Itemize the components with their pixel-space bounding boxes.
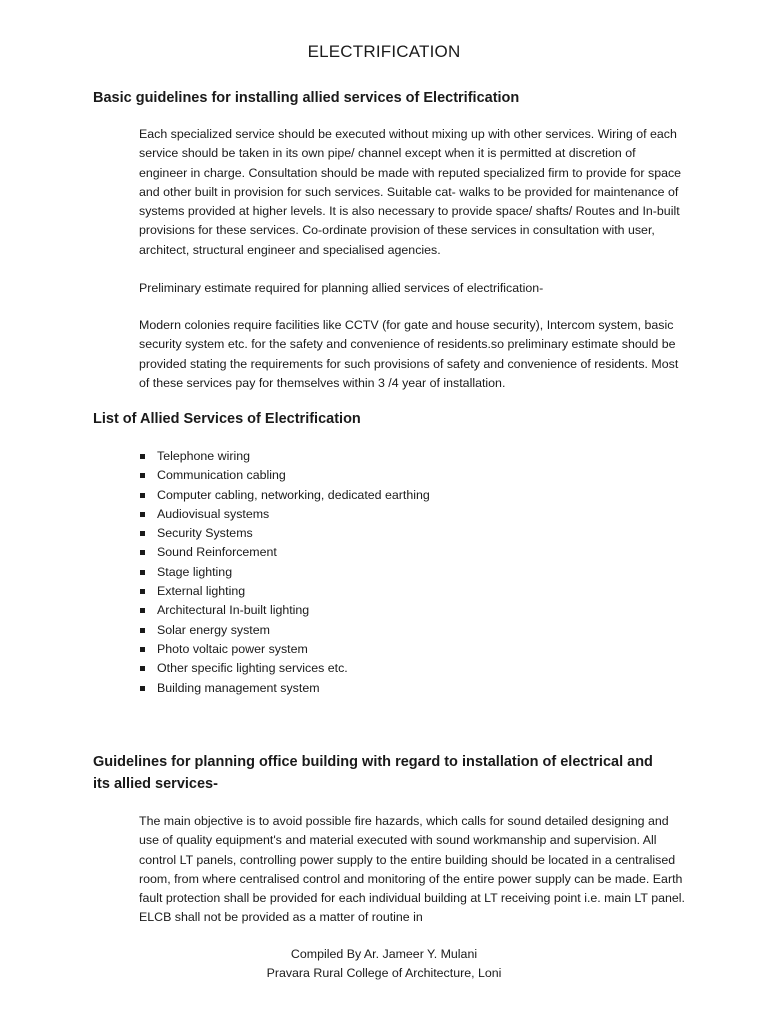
bullet-icon (140, 473, 145, 478)
allied-services-list (139, 447, 430, 698)
paragraph-main-objective: The main objective is to avoid possible fire hazards, which calls for sound detailed designing and use of quality equipment's and material executed with sound workmanship and supervision. All control LT panels, controlling power supply to the entire building should be located in a centralised room, from where centralised control and monitoring of the entire power supply can be made. Earth fault protection shall be provided for each individual building at LT receiving point i.e. main LT panel. ELCB shall not be provided as a matter of routine in (139, 814, 685, 925)
page-footer (0, 945, 768, 983)
section-heading-basic-guidelines: Basic guidelines for installing allied services of Electrification (93, 90, 520, 106)
paragraph-specialized-service: Each specialized service should be executed without mixing up with other services. Wiring of each service should be taken in its own pipe/ channel except when it is permitted at discretion of engineer in charge. Consultation should be made with reputed specialized firm to provide for space and other built in provision for such services. Suitable cat- walks to be provided for maintenance of systems provided at higher levels. It is also necessary to provide space/ shafts/ Routes and In-built provisions for these services. Co-ordinate provision of these services in consultation with user, architect, structural engineer and specialised agencies. (139, 127, 682, 257)
bullet-icon (140, 550, 145, 555)
list-item: Solar energy system (139, 621, 430, 640)
bullet-icon (140, 531, 145, 536)
list-item: Communication cabling (139, 466, 430, 485)
list-item: Architectural In-built lighting (139, 601, 430, 620)
list-item: Other specific lighting services etc. (139, 659, 430, 678)
list-item: Photo voltaic power system (139, 640, 430, 659)
bullet-icon (140, 647, 145, 652)
bullet-icon (140, 454, 145, 459)
paragraph-modern-colonies: Modern colonies require facilities like CCTV (for gate and house security), Intercom system, basic security system etc. for the safety and convenience of residents.so preliminary estimate should be provided stating the requirements for such provisions of safety and convenience of residents. Most of these services pay for themselves within 3 /4 year of installation. (139, 318, 679, 390)
bullet-icon (140, 666, 145, 671)
footer-college: Pravara Rural College of Architecture, Loni (266, 966, 502, 980)
list-item: Audiovisual systems (139, 505, 430, 524)
bullet-icon (140, 570, 145, 575)
bullet-icon (140, 608, 145, 613)
list-item: External lighting (139, 582, 430, 601)
section-heading-office-building-line1: Guidelines for planning office building with regard to installation of electrical and (93, 754, 653, 770)
section-heading-allied-services-list: List of Allied Services of Electrification (93, 411, 361, 427)
bullet-icon (140, 628, 145, 633)
section-heading-office-building-line2: its allied services- (93, 776, 218, 792)
bullet-icon (140, 512, 145, 517)
bullet-icon (140, 589, 145, 594)
footer-compiled-by: Compiled By Ar. Jameer Y. Mulani (290, 947, 478, 961)
list-item: Security Systems (139, 524, 430, 543)
list-item: Telephone wiring (139, 447, 430, 466)
list-item: Sound Reinforcement (139, 543, 430, 562)
list-item: Building management system (139, 679, 430, 698)
list-item: Computer cabling, networking, dedicated earthing (139, 486, 430, 505)
bullet-icon (140, 686, 145, 691)
paragraph-preliminary-estimate: Preliminary estimate required for planning allied services of electrification- (139, 281, 544, 295)
list-item: Stage lighting (139, 563, 430, 582)
page-title: ELECTRIFICATION (307, 42, 461, 61)
bullet-icon (140, 493, 145, 498)
